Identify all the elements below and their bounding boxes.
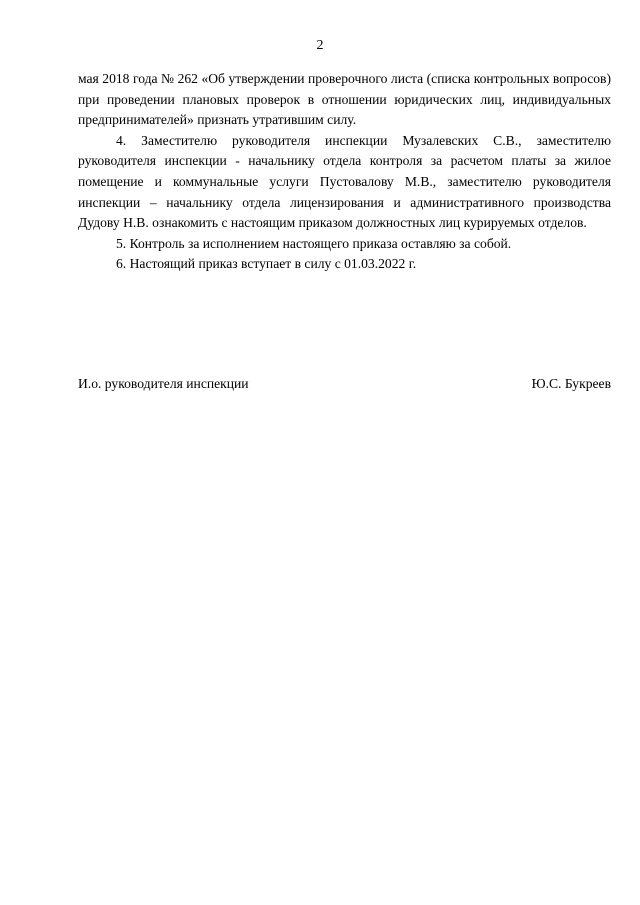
paragraph-continuation: мая 2018 года № 262 «Об утверждении проверочного листа (списка контрольных вопросов) при проведении плановых проверок в отношении юридических лиц, индивидуальных предпринимателей» признать утратившим силу. <box>78 71 611 128</box>
signature-block <box>78 374 611 394</box>
page-number: 2 <box>316 38 324 53</box>
signatory-name: Ю.С. Букреев <box>531 376 611 391</box>
paragraph-item-4: 4. Заместителю руководителя инспекции Музалевских С.В., заместителю руководителя инспекции - начальнику отдела контроля за расчетом платы за жилое помещение и коммунальные услуги Пустовалову М.В., заместителю руководителя инспекции – начальнику отдела лицензирования и административного производства Дудову Н.В. ознакомить с настоящим приказом должностных лиц курируемых отделов. <box>78 132 611 231</box>
signatory-position: И.о. руководителя инспекции <box>78 376 249 391</box>
document-body <box>78 69 611 275</box>
paragraph-item-6: 6. Настоящий приказ вступает в силу с 01.03.2022 г. <box>116 256 417 272</box>
paragraph-item-5: 5. Контроль за исполнением настоящего приказа оставляю за собой. <box>116 235 512 251</box>
